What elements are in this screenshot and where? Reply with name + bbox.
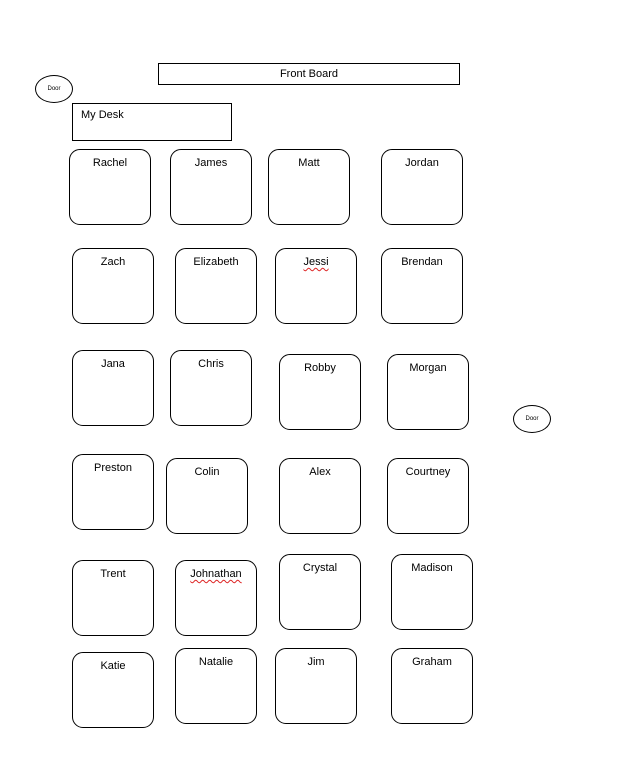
seat-colin <box>166 458 248 534</box>
seat-label: Brendan <box>401 256 443 268</box>
seat-jessi <box>275 248 357 324</box>
seat-label: Trent <box>100 568 126 580</box>
seat-matt <box>268 149 350 225</box>
seat-label: Crystal <box>302 562 338 574</box>
seat-label: Johnathan <box>190 568 242 580</box>
seat-label: Morgan <box>409 362 447 374</box>
my-desk-label: My Desk <box>81 109 124 121</box>
seat-preston <box>72 454 154 530</box>
door-right-label: Door <box>525 416 539 422</box>
seat-label: Jordan <box>405 157 439 169</box>
seat-label: Preston <box>94 462 132 474</box>
my-desk <box>72 103 232 141</box>
seat-label: Madison <box>411 562 453 574</box>
seat-brendan <box>381 248 463 324</box>
seat-chris <box>170 350 252 426</box>
seat-label: Rachel <box>92 157 128 169</box>
seat-label: Katie <box>100 660 126 672</box>
door-right <box>513 405 551 433</box>
seat-rachel <box>69 149 151 225</box>
seat-label: Courtney <box>405 466 451 478</box>
door-left-label: Door <box>47 86 61 92</box>
seat-label: Graham <box>412 656 452 668</box>
front-board-label: Front Board <box>279 68 339 80</box>
seat-label: Jim <box>307 656 325 668</box>
seat-label: Natalie <box>198 656 234 668</box>
seat-alex <box>279 458 361 534</box>
seat-graham <box>391 648 473 724</box>
seat-trent <box>72 560 154 636</box>
seat-elizabeth <box>175 248 257 324</box>
seat-label: Jessi <box>303 256 329 268</box>
seat-jordan <box>381 149 463 225</box>
seat-label: James <box>194 157 228 169</box>
seat-label: Colin <box>194 466 220 478</box>
seat-robby <box>279 354 361 430</box>
seat-jim <box>275 648 357 724</box>
seat-crystal <box>279 554 361 630</box>
seat-james <box>170 149 252 225</box>
seat-johnathan <box>175 560 257 636</box>
seat-morgan <box>387 354 469 430</box>
seat-label: Chris <box>198 358 224 370</box>
seat-label: Robby <box>304 362 336 374</box>
seat-jana <box>72 350 154 426</box>
seat-label: Zach <box>100 256 126 268</box>
seat-madison <box>391 554 473 630</box>
seat-natalie <box>175 648 257 724</box>
seat-label: Jana <box>101 358 125 370</box>
front-board <box>158 63 460 85</box>
seat-zach <box>72 248 154 324</box>
seat-label: Elizabeth <box>193 256 239 268</box>
door-left <box>35 75 73 103</box>
seat-courtney <box>387 458 469 534</box>
seat-label: Matt <box>298 157 320 169</box>
seat-label: Alex <box>309 466 331 478</box>
seat-katie <box>72 652 154 728</box>
